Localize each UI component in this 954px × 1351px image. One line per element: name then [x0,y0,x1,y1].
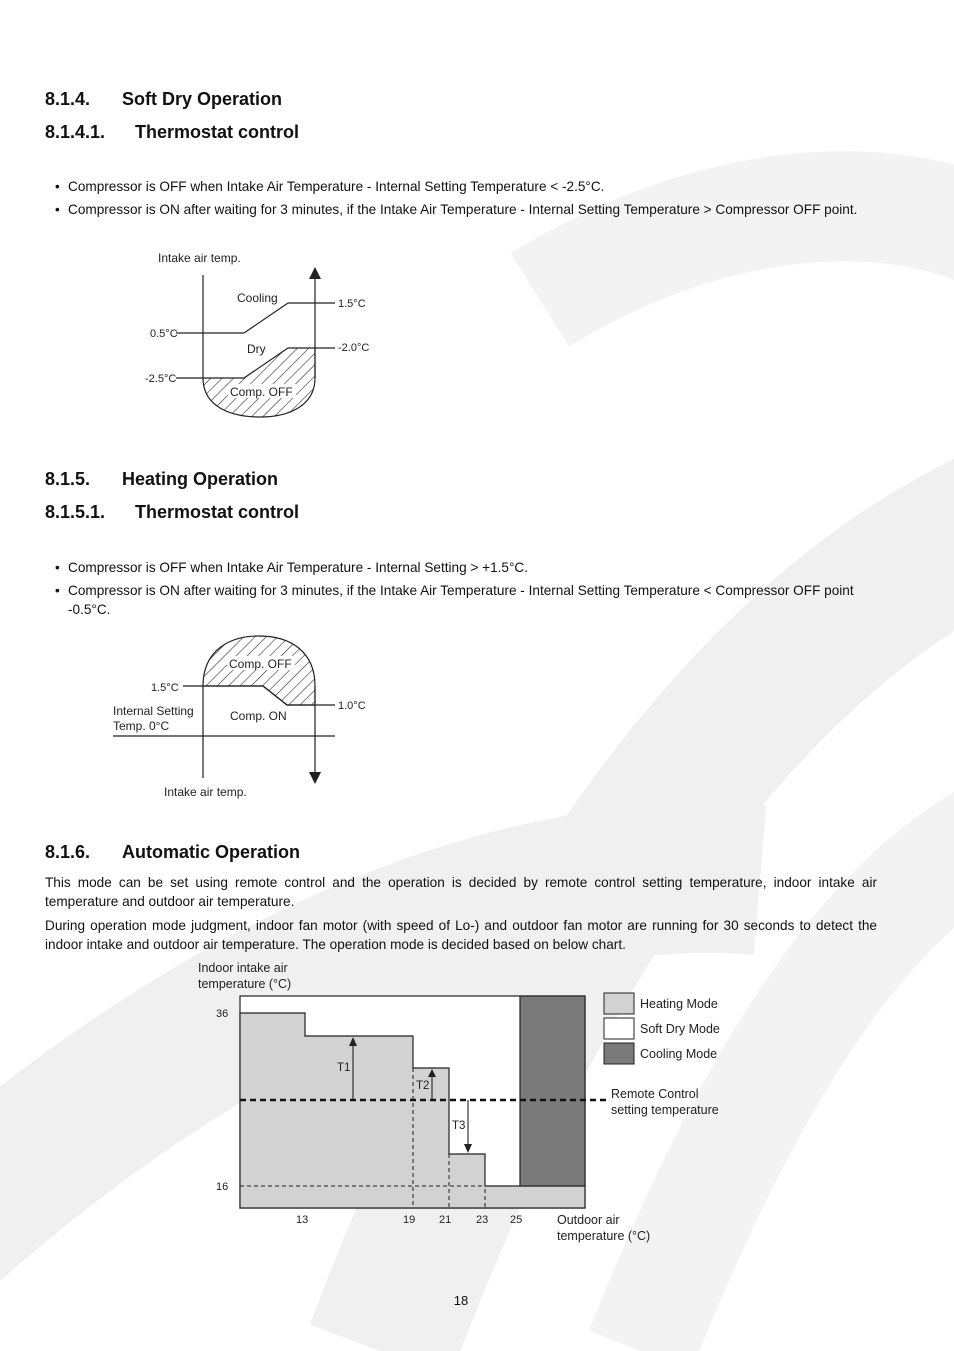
heading-8-1-4 [45,89,282,110]
comp-off-label: Comp. OFF [230,385,293,399]
bullet-icon: • [55,560,60,575]
reference-line-label: Remote Control [611,1087,699,1101]
cooling-region [520,996,585,1186]
y-axis-label: Indoor intake air [198,961,288,975]
axis-label: Intake air temp. [158,251,241,265]
x-tick-label: 13 [296,1214,309,1226]
comp-on-label: Comp. ON [230,709,287,723]
heading-title: Heating Operation [122,469,279,489]
x-axis-label: Outdoor air [557,1213,620,1227]
legend-swatch-cooling [604,1043,634,1064]
legend-label: Heating Mode [640,997,718,1011]
bullet-icon: • [55,179,60,194]
value-label: -2.5°C [145,373,177,385]
setting-label: Internal Setting [113,704,194,718]
bullet-icon: • [55,202,60,217]
legend-swatch-soft-dry [604,1018,634,1039]
offset-label: T1 [337,1062,351,1074]
legend-label: Cooling Mode [640,1047,718,1061]
heading-number: 8.1.4.1. [45,122,106,142]
heading-8-1-4-1 [45,122,299,143]
value-label: 1.0°C [338,700,366,712]
offset-label: T3 [452,1120,466,1132]
soft-dry-diagram [140,245,390,425]
x-tick-label: 19 [403,1214,416,1226]
legend-swatch-heating [604,993,634,1014]
list-item [55,581,890,619]
cooling-label: Cooling [237,291,278,305]
list-item [55,200,890,219]
y-axis-label: temperature (°C) [198,977,292,991]
x-tick-label: 23 [476,1214,489,1226]
heading-number: 8.1.6. [45,842,91,862]
arrow-down-icon [309,772,321,784]
heading-title: Thermostat control [135,122,300,142]
legend-label: Soft Dry Mode [640,1022,720,1036]
comp-off-region [203,348,315,417]
x-axis-label: temperature (°C) [557,1229,651,1243]
auto-mode-chart [190,955,750,1255]
value-label: 0.5°C [150,328,178,340]
paragraph: During operation mode judgment, indoor fan motor (with speed of Lo-) and outdoor fan motor are running for 30 seconds to detect the indoor intake and outdoor air temperature. The operation mode is decided based on below chart. [45,918,877,952]
heading-title: Soft Dry Operation [122,89,283,109]
value-label: 1.5°C [338,298,366,310]
heading-8-1-5 [45,469,278,490]
value-label: 1.5°C [151,682,179,694]
dry-label: Dry [247,342,266,356]
paragraph: This mode can be set using remote control and the operation is decided by remote control setting temperature, indoor intake air temperature and outdoor air temperature. [45,875,877,909]
y-tick-label: 16 [216,1181,229,1193]
heating-diagram [105,628,395,803]
setting-label: Temp. 0°C [113,719,170,733]
bullet-text: Compressor is OFF when Intake Air Temperature - Internal Setting Temperature < -2.5°C. [68,179,605,194]
offset-label: T2 [416,1080,430,1092]
heading-8-1-5-1 [45,502,299,523]
arrow-up-icon [309,267,321,279]
page-number: 18 [453,1293,469,1308]
x-tick-label: 25 [510,1214,523,1226]
value-label: -2.0°C [338,342,370,354]
heading-title: Automatic Operation [122,842,301,862]
x-tick-label: 21 [439,1214,452,1226]
heading-8-1-6 [45,842,300,863]
heading-title: Thermostat control [135,502,300,522]
heading-number: 8.1.5.1. [45,502,106,522]
heading-number: 8.1.4. [45,89,91,109]
bullet-text: Compressor is OFF when Intake Air Temperature - Internal Setting > +1.5°C. [68,560,529,575]
comp-off-label: Comp. OFF [229,657,292,671]
threshold-line [244,303,288,333]
list-item [55,558,890,577]
y-tick-label: 36 [216,1008,229,1020]
bullet-text: Compressor is ON after waiting for 3 minutes, if the Intake Air Temperature - Internal Setting Temperature < Compressor OFF point -0.5°C. [68,583,854,617]
bullet-text: Compressor is ON after waiting for 3 minutes, if the Intake Air Temperature - Internal Setting Temperature > Compressor OFF point. [68,202,858,217]
bullet-icon: • [55,583,60,598]
heading-number: 8.1.5. [45,469,91,489]
axis-label: Intake air temp. [164,785,247,799]
list-item [55,177,890,196]
reference-line-label: setting temperature [611,1103,719,1117]
